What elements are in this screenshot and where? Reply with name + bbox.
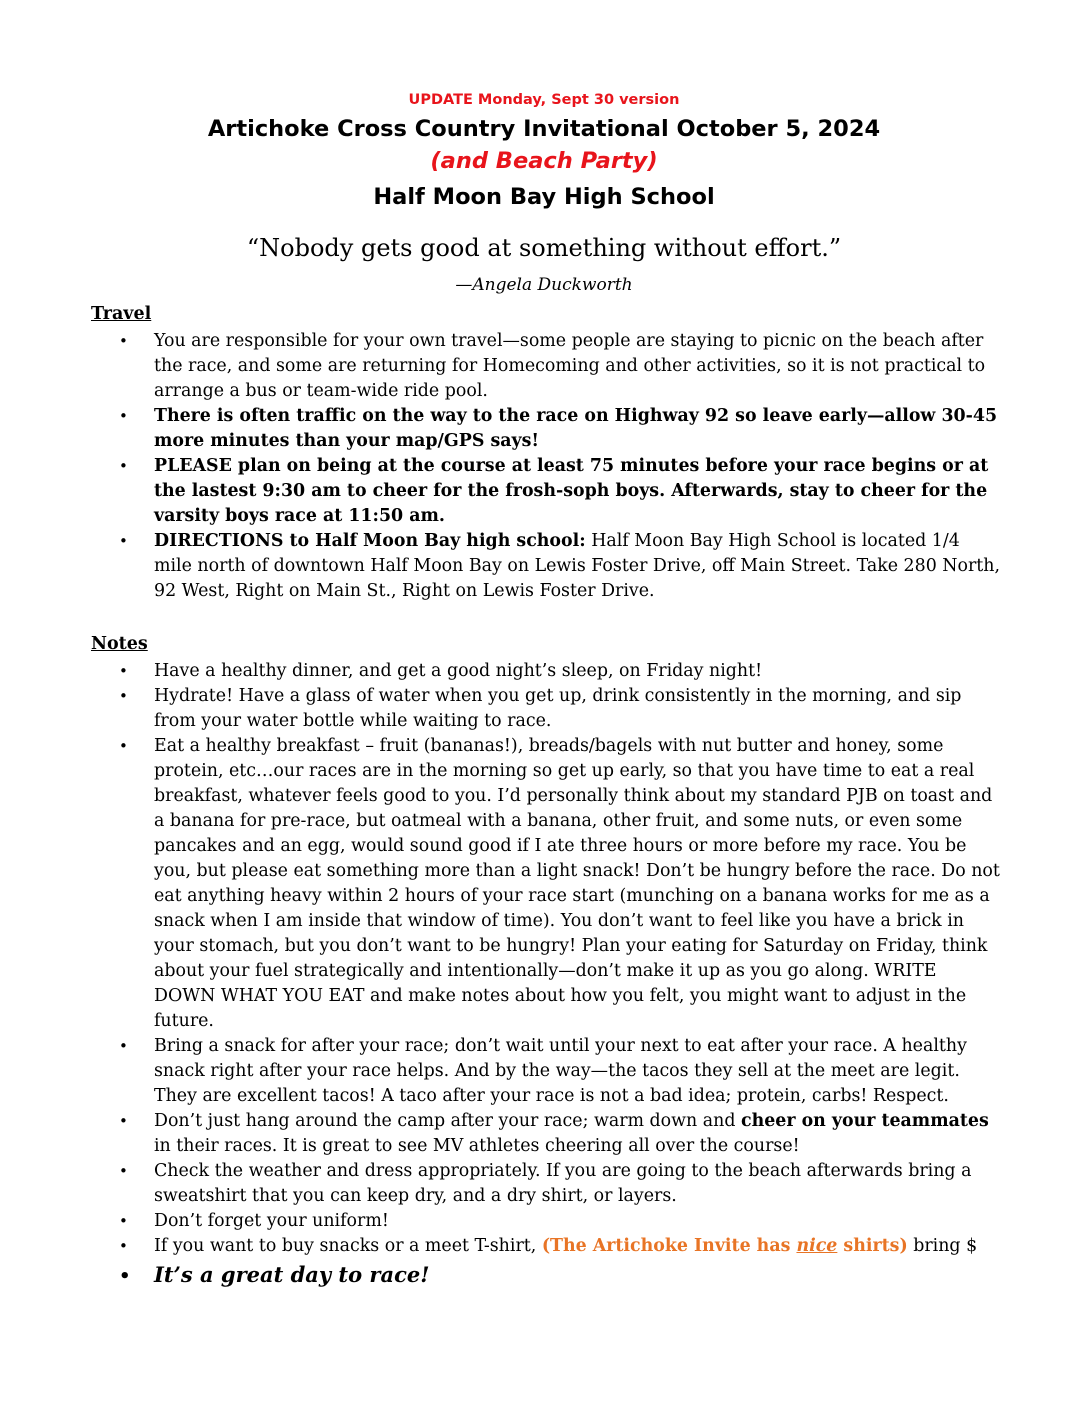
list-item xyxy=(0,329,1002,404)
list-item-text: Don’t just hang around the camp after your race; warm down and xyxy=(154,1111,741,1131)
list-item xyxy=(0,684,1002,734)
bullet-icon: • xyxy=(119,332,128,350)
list-item xyxy=(0,659,1002,684)
travel-list xyxy=(0,329,1002,604)
list-item-text: in their races. It is great to see MV athletes cheering all over the course! xyxy=(154,1136,800,1156)
list-item xyxy=(0,529,1002,604)
bullet-icon: • xyxy=(119,1162,128,1180)
shirt-note-text: shirts) xyxy=(837,1236,908,1256)
list-item xyxy=(0,404,1002,454)
list-item-bold-text: PLEASE plan on being at the course at least 75 minutes before your race begins or at the lastest 9:30 am to cheer for the frosh-soph boys. Afterwards, stay to cheer for the varsity boys race at 11:50 am. xyxy=(154,456,989,526)
list-item-text: You are responsible for your own travel—some people are staying to picnic on the beach after the race, and some are returning for Homecoming and other activities, so it is not practical to arrange a bus or team-wide ride pool. xyxy=(154,331,986,401)
list-item xyxy=(0,1260,1002,1290)
list-item-text: If you want to buy snacks or a meet T-shirt, xyxy=(154,1236,542,1256)
directions-label: DIRECTIONS to Half Moon Bay high school: xyxy=(154,531,586,551)
page-title: Artichoke Cross Country Invitational October 5, 2024 xyxy=(207,116,881,142)
quote-text: “Nobody gets good at something without effort.” xyxy=(246,234,842,262)
shirt-note-text: (The Artichoke Invite has xyxy=(541,1236,797,1256)
list-item xyxy=(0,1234,1002,1259)
list-item-text: Don’t forget your uniform! xyxy=(154,1211,389,1231)
closing-line: It’s a great day to race! xyxy=(154,1262,430,1287)
list-item-text: Eat a healthy breakfast – fruit (bananas!), breads/bagels with nut butter and honey, some protein, etc…our races are in the morning so get up early, so that you have time to eat a real breakfast, whatever feels good to you. I’d personally think about my standard PJB on toast and a banana for pre-race, but oatmeal with a banana, other fruit, and some nuts, or even some pancakes and an egg, would sound good if I ate three hours or more before my race. You be you, but please eat something more than a light snack! Don’t be hungry before the race. Do not eat anything heavy within 2 hours of your race start (munching on a banana works for me as a snack when I am inside that window of time). You don’t want to feel like you have a brick in your stomach, but you don’t want to be hungry! Plan your eating for Saturday on Friday, think about your fuel strategically and intentionally—don’t make it up as you go along. WRITE DOWN WHAT YOU EAT and make notes about how you felt, you might want to adjust in the future. xyxy=(154,736,1000,1031)
list-item xyxy=(0,1209,1002,1234)
bullet-icon: • xyxy=(119,457,128,475)
bullet-icon: • xyxy=(119,1112,128,1130)
bullet-icon: • xyxy=(119,1037,128,1055)
directions-text: Half Moon Bay High School is located 1/4 mile north of downtown Half Moon Bay on Lewis Foster Drive, off Main Street. Take 280 North, 92 West, Right on Main St., Right on Lewis Foster Drive. xyxy=(154,531,1001,601)
list-item-text: bring $ xyxy=(907,1236,978,1256)
bullet-icon: • xyxy=(119,1237,128,1255)
list-item xyxy=(0,454,1002,529)
list-item-text: Hydrate! Have a glass of water when you get up, drink consistently in the morning, and sip from your water bottle while waiting to race. xyxy=(154,686,962,731)
page-subtitle: (and Beach Party) xyxy=(430,148,658,174)
list-item xyxy=(0,734,1002,1034)
list-item xyxy=(0,1109,1002,1159)
list-item-bold-text: cheer on your teammates xyxy=(741,1111,989,1131)
bullet-icon: • xyxy=(119,407,128,425)
quote-attribution: —Angela Duckworth xyxy=(455,275,633,295)
list-item-bold-text: There is often traffic on the way to the race on Highway 92 so leave early—allow 30-45 more minutes than your map/GPS says! xyxy=(154,406,998,451)
update-notice: UPDATE Monday, Sept 30 version xyxy=(408,92,680,108)
list-item-text: Bring a snack for after your race; don’t wait until your next to eat after your race. A healthy snack right after your race helps. And by the way—the tacos they sell at the meet are legit. They are excellent tacos! A taco after your race is not a bad idea; protein, carbs! Respect. xyxy=(154,1036,967,1106)
bullet-icon: • xyxy=(119,1212,128,1230)
list-item xyxy=(0,1159,1002,1209)
bullet-icon: • xyxy=(119,662,128,680)
bullet-icon: • xyxy=(119,687,128,705)
travel-heading: Travel xyxy=(91,304,152,324)
list-item-text: Check the weather and dress appropriately. If you are going to the beach afterwards bring a sweatshirt that you can keep dry, and a dry shirt, or layers. xyxy=(154,1161,972,1206)
list-item xyxy=(0,1034,1002,1109)
shirt-note xyxy=(542,1236,908,1256)
school-name: Half Moon Bay High School xyxy=(373,184,715,210)
notes-list xyxy=(0,659,1002,1290)
bullet-icon: • xyxy=(119,532,128,550)
list-item-text: Have a healthy dinner, and get a good night’s sleep, on Friday night! xyxy=(154,661,763,681)
notes-heading: Notes xyxy=(91,634,148,654)
bullet-icon: • xyxy=(119,737,128,755)
shirt-note-emphasis: nice xyxy=(796,1236,838,1256)
bullet-icon: • xyxy=(119,1266,131,1287)
